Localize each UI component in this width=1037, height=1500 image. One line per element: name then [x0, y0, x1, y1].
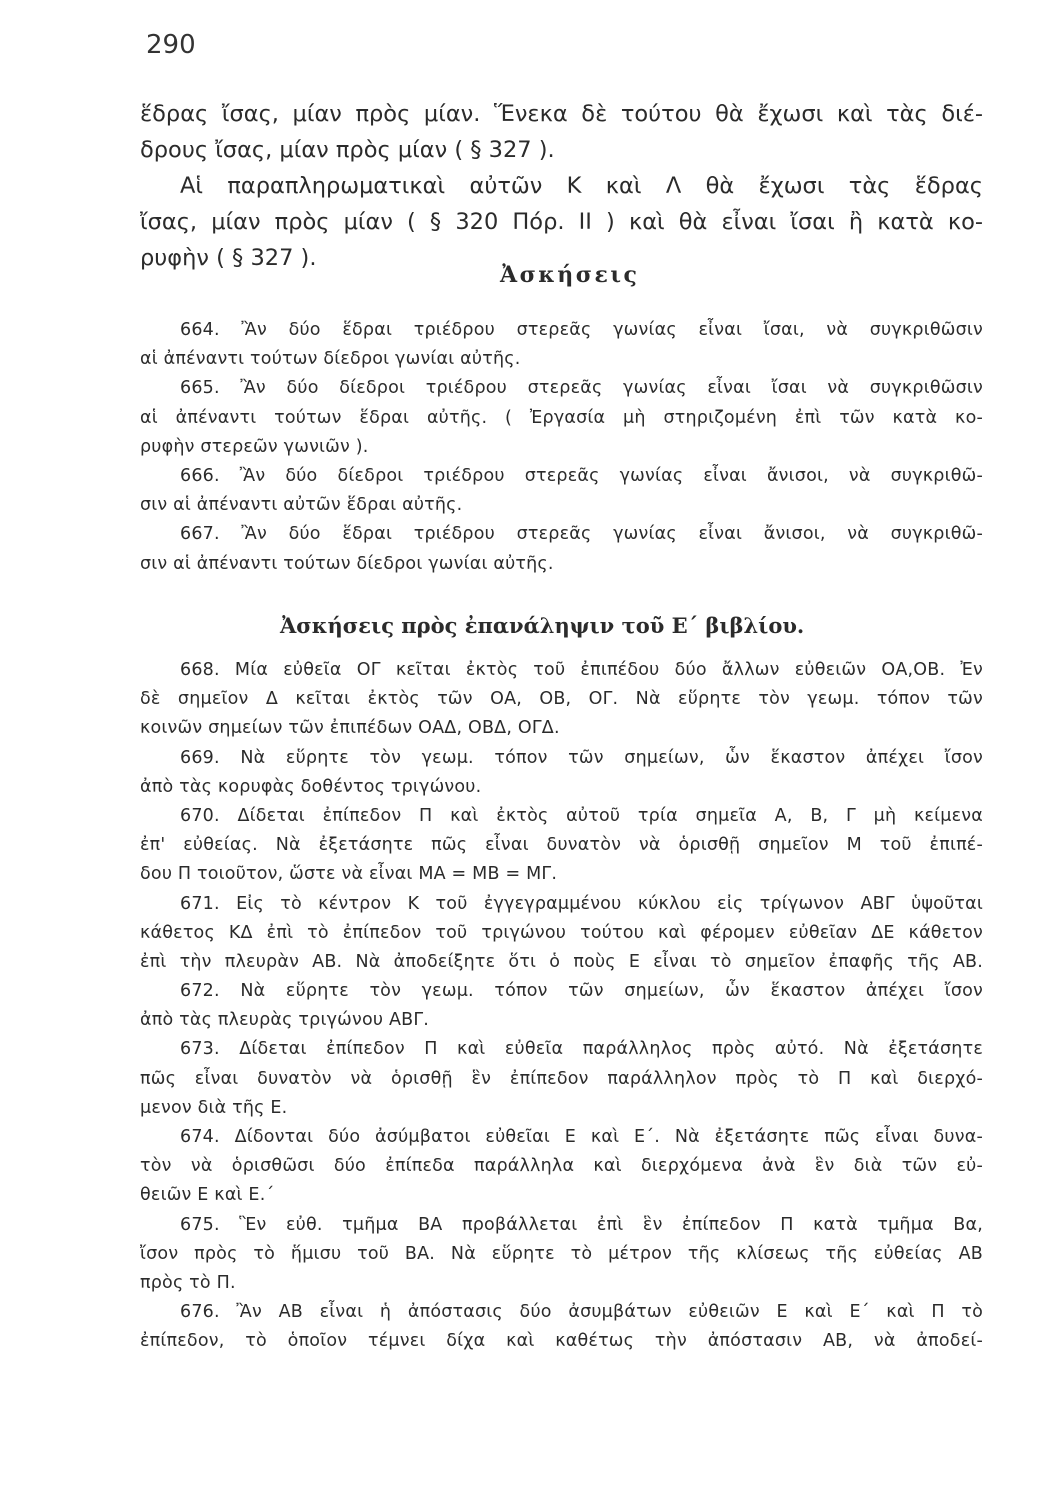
exercise-line: 666. Ἂν δύο δίεδροι τριέδρου στερεᾶς γωνίας εἶναι ἄνισοι, νὰ συγκριθῶ-	[180, 465, 983, 486]
review-line: 672. Νὰ εὕρητε τὸν γεωμ. τόπον τῶν σημείων, ὧν ἕκαστον ἀπέχει ἴσον	[180, 981, 983, 1002]
exercise-line: σιν αἱ ἀπέναντι τούτων δίεδροι γωνίαι αὐτῆς.	[140, 553, 554, 574]
review-line: 673. Δίδεται ἐπίπεδον Π καὶ εὐθεῖα παράλληλος πρὸς αὐτό. Νὰ ἐξετάσητε	[180, 1039, 983, 1060]
review-line: δὲ σημεῖον Δ κεῖται ἐκτὸς τῶν ΟΑ, ΟΒ, ΟΓ. Νὰ εὕρητε τὸν γεωμ. τόπον τῶν	[140, 689, 983, 710]
exercise-line: 664. Ἂν δύο ἕδραι τριέδρου στερεᾶς γωνίας εἶναι ἴσαι, νὰ συγκριθῶσιν	[180, 320, 983, 340]
review-line: 670. Δίδεται ἐπίπεδον Π καὶ ἐκτὸς αὐτοῦ τρία σημεῖα Α, Β, Γ μὴ κείμενα	[180, 805, 983, 826]
review-line: θειῶν Ε καὶ Ε.΄	[140, 1185, 275, 1206]
review-line: 676. Ἂν ΑΒ εἶναι ἡ ἀπόστασις δύο ἀσυμβάτων εὐθειῶν Ε καὶ Ε΄ καὶ Π τὸ	[180, 1302, 983, 1323]
exercise-line: ρυφὴν στερεῶν γωνιῶν ).	[140, 436, 369, 457]
review-line: τὸν νὰ ὁρισθῶσι δύο ἐπίπεδα παράλληλα καὶ διερχόμενα ἀνὰ ἓν διὰ τῶν εὐ-	[140, 1156, 983, 1177]
review-exercises-list	[140, 656, 983, 1357]
review-line: κάθετος ΚΔ ἐπὶ τὸ ἐπίπεδον τοῦ τριγώνου τούτου καὶ φέρομεν εὐθεῖαν ΔΕ κάθετον	[140, 922, 983, 943]
review-line: ἀπὸ τὰς πλευρὰς τριγώνου ΑΒΓ.	[140, 1010, 430, 1031]
page-number: 290	[146, 30, 196, 60]
exercises-list	[140, 316, 983, 579]
review-line: 669. Νὰ εὕρητε τὸν γεωμ. τόπον τῶν σημείων, ὧν ἕκαστον ἀπέχει ἴσον	[180, 747, 983, 768]
exercises-heading: Ἀσκήσεις	[500, 262, 640, 288]
review-line: πρὸς τὸ Π.	[140, 1272, 236, 1293]
review-line: ἀπὸ τὰς κορυφὰς δοθέντος τριγώνου.	[140, 776, 482, 797]
review-heading: Ἀσκήσεις πρὸς ἐπανάληψιν τοῦ Ε΄ βιβλίου.	[280, 613, 805, 638]
review-line: ἐπὶ τὴν πλευρὰν ΑΒ. Νὰ ἀποδείξητε ὅτι ὁ ποὺς Ε εἶναι τὸ σημεῖον ἐπαφῆς τῆς ΑΒ.	[140, 951, 983, 972]
exercise-line: σιν αἱ ἀπέναντι αὐτῶν ἕδραι αὐτῆς.	[140, 495, 463, 516]
text-line: ἕδρας ἴσας, μίαν πρὸς μίαν. Ἕνεκα δὲ τούτου θὰ ἔχωσι καὶ τὰς διέ-	[140, 101, 983, 127]
review-line: 674. Δίδονται δύο ἀσύμβατοι εὐθεῖαι Ε καὶ Ε΄. Νὰ ἐξετάσητε πῶς εἶναι δυνα-	[180, 1127, 983, 1147]
review-line: 675. Ἓν εὐθ. τμῆμα ΒΑ προβάλλεται ἐπὶ ἓν ἐπίπεδον Π κατὰ τμῆμα Βα,	[180, 1214, 983, 1235]
review-line: πῶς εἶναι δυνατὸν νὰ ὁρισθῇ ἓν ἐπίπεδον παράλληλον πρὸς τὸ Π καὶ διερχό-	[140, 1068, 983, 1089]
review-line: 668. Μία εὐθεῖα ΟΓ κεῖται ἐκτὸς τοῦ ἐπιπέδου δύο ἄλλων εὐθειῶν ΟΑ,ΟΒ. Ἐν	[180, 660, 983, 680]
review-line: 671. Εἰς τὸ κέντρον Κ τοῦ ἐγγεγραμμένου κύκλου εἰς τρίγωνον ΑΒΓ ὑψοῦται	[180, 893, 983, 914]
text-line: Αἱ παραπληρωματικαὶ αὐτῶν Κ καὶ Λ θὰ ἔχωσι τὰς ἕδρας	[180, 173, 983, 199]
text-line: δρους ἴσας, μίαν πρὸς μίαν ( § 327 ).	[140, 137, 555, 163]
exercise-line: αἱ ἀπέναντι τούτων δίεδροι γωνίαι αὐτῆς.	[140, 349, 521, 370]
review-line: ἴσον πρὸς τὸ ἥμισυ τοῦ ΒΑ. Νὰ εὕρητε τὸ μέτρον τῆς κλίσεως τῆς εὐθείας ΑΒ	[140, 1243, 983, 1264]
review-line: ἐπ' εὐθείας. Νὰ ἐξετάσητε πῶς εἶναι δυνατὸν νὰ ὁρισθῇ σημεῖον Μ τοῦ ἐπιπέ-	[140, 835, 983, 856]
review-line: ἐπίπεδον, τὸ ὁποῖον τέμνει δίχα καὶ καθέτως τὴν ἀπόστασιν ΑΒ, νὰ ἀποδεί-	[140, 1331, 983, 1352]
review-line: κοινῶν σημείων τῶν ἐπιπέδων ΟΑΔ, ΟΒΔ, ΟΓΔ.	[140, 718, 560, 739]
exercise-line: αἱ ἀπέναντι τούτων ἕδραι αὐτῆς. ( Ἐργασία μὴ στηριζομένη ἐπὶ τῶν κατὰ κο-	[140, 407, 983, 428]
review-line: δου Π τοιοῦτον, ὥστε νὰ εἶναι ΜΑ = ΜΒ = ΜΓ.	[140, 864, 558, 885]
review-line: μενον διὰ τῆς Ε.	[140, 1097, 288, 1118]
text-line: ἴσας, μίαν πρὸς μίαν ( § 320 Πόρ. ΙΙ ) καὶ θὰ εἶναι ἴσαι ἢ κατὰ κο-	[140, 209, 983, 235]
text-line: ρυφὴν ( § 327 ).	[140, 245, 317, 271]
exercise-line: 665. Ἂν δύο δίεδροι τριέδρου στερεᾶς γωνίας εἶναι ἴσαι νὰ συγκριθῶσιν	[180, 378, 983, 399]
intro-paragraph	[140, 96, 983, 276]
exercise-line: 667. Ἂν δύο ἕδραι τριέδρου στερεᾶς γωνίας εἶναι ἄνισοι, νὰ συγκριθῶ-	[180, 524, 983, 545]
